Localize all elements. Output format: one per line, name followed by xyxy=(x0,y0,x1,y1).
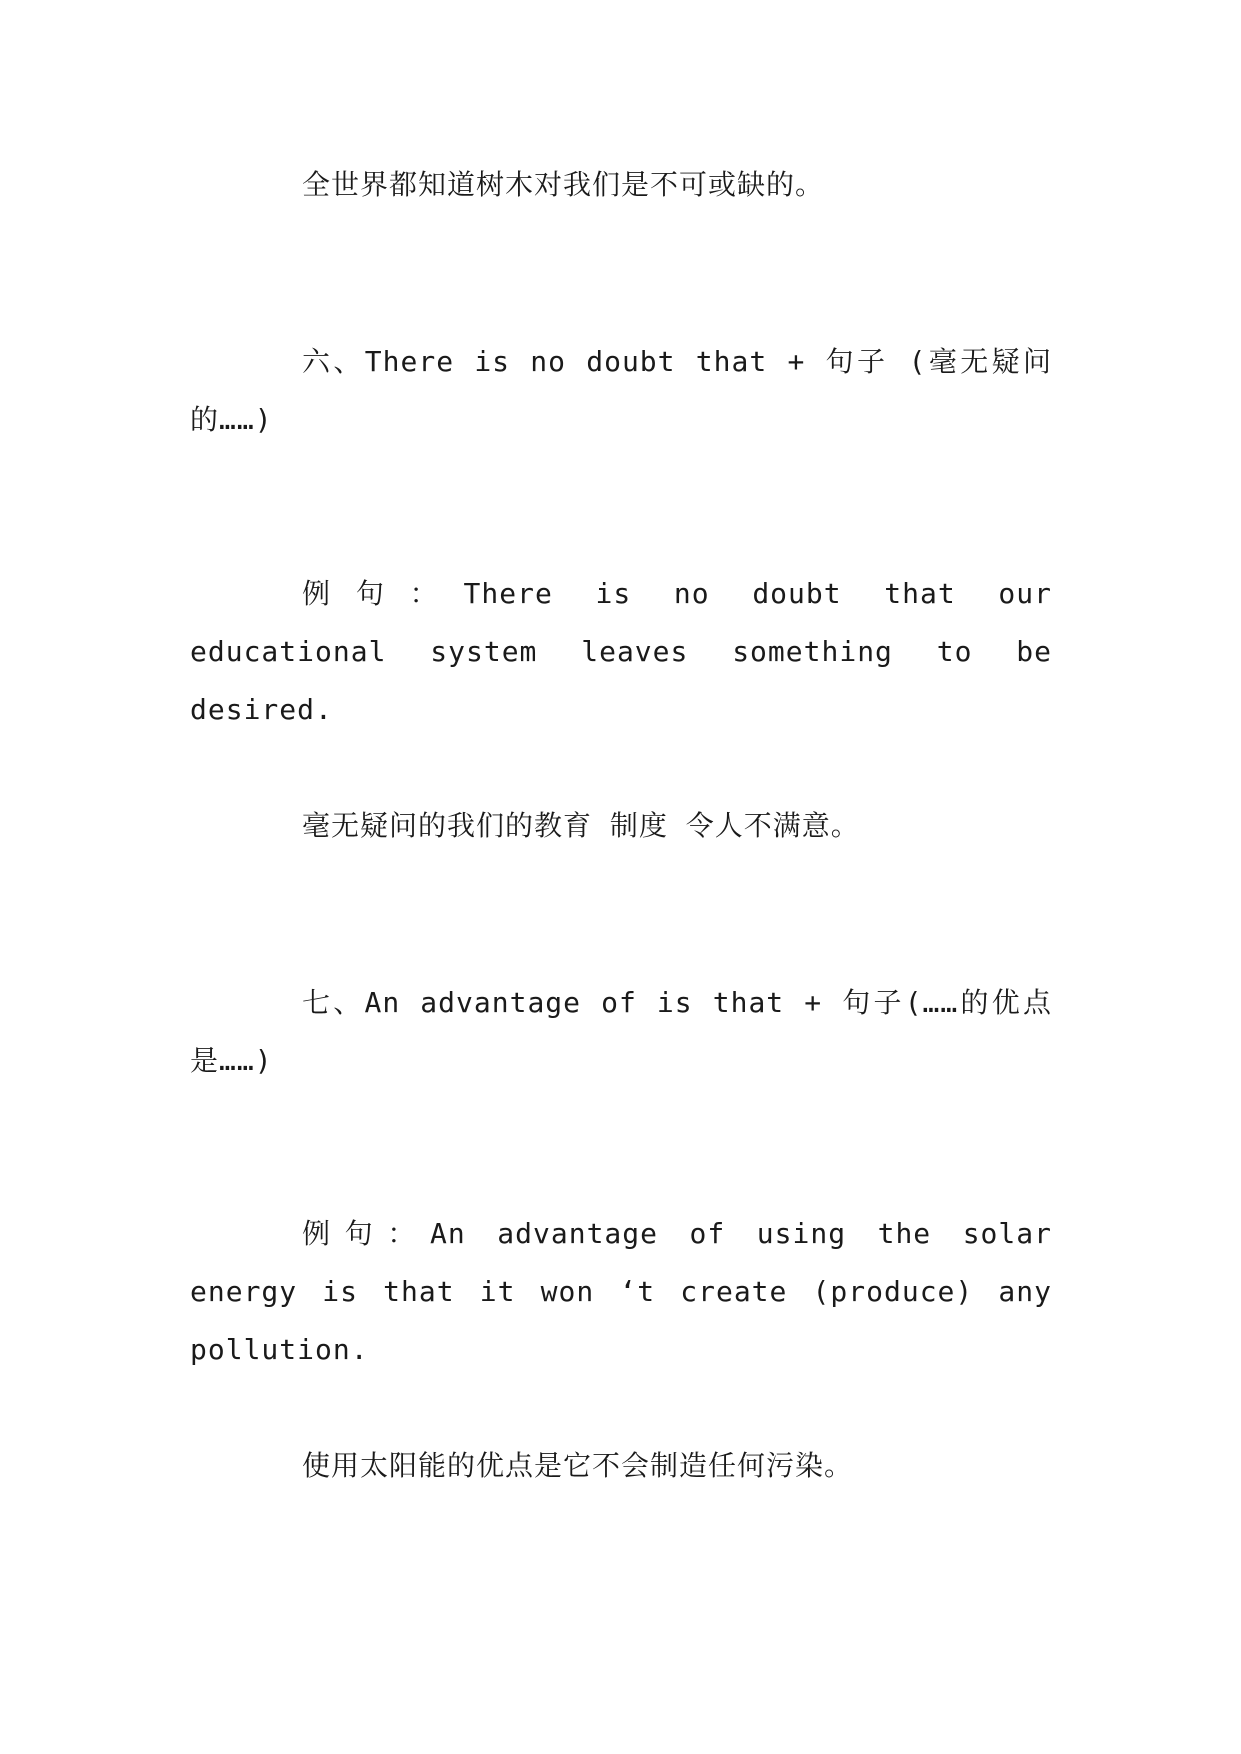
example-sentence-education-system: 例句：There is no doubt that our educational system leaves something to be desired. xyxy=(190,577,1052,726)
translation-solar-energy: 使用太阳能的优点是它不会制造任何污染。 xyxy=(302,1449,854,1482)
heading-seven-an-advantage-of: 七、An advantage of is that + 句子(……的优点是……) xyxy=(190,986,1052,1077)
example-sentence-solar-energy: 例句：An advantage of using the solar energy is that it won ‘t create (produce) any pollution. xyxy=(190,1217,1052,1366)
paragraph-trees-indispensable: 全世界都知道树木对我们是不可或缺的。 xyxy=(302,168,825,201)
heading-six-there-is-no-doubt: 六、There is no doubt that + 句子 (毫无疑问的……) xyxy=(190,345,1052,436)
translation-education-system: 毫无疑问的我们的教育 制度 令人不满意。 xyxy=(302,809,860,842)
